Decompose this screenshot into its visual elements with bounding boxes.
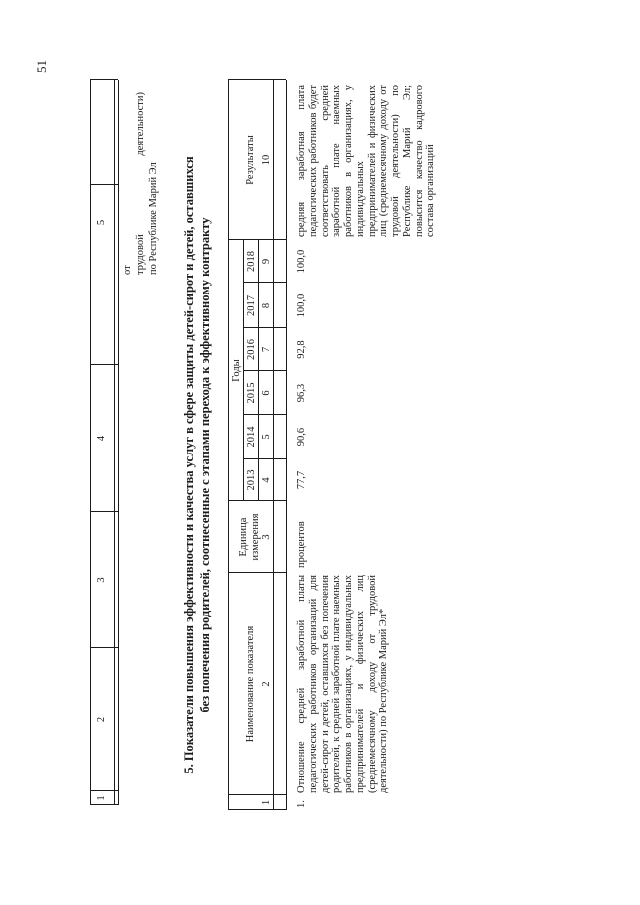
header-year: 2017	[246, 295, 257, 316]
year-value: 96,3	[296, 383, 307, 403]
year-value: 77,7	[296, 470, 307, 490]
header-year: 2014	[246, 426, 257, 448]
header-years: Годы	[231, 359, 242, 382]
year-value: 90,6	[296, 427, 307, 447]
table-rule	[273, 80, 274, 810]
col-number: 5	[261, 434, 272, 440]
col-number: 3	[261, 534, 272, 540]
col-number: 1	[261, 799, 272, 806]
section-title-line: без попечения родителей, соотнесенные с этапами перехода к эффективному контракту	[198, 217, 212, 713]
page-number: 51	[34, 60, 49, 73]
col-number: 2	[261, 681, 272, 687]
unit-of-measure: процентов	[296, 521, 307, 568]
table-rule	[228, 80, 229, 810]
top-table-col-number: 5	[96, 219, 107, 226]
result-text: средняя заработная плата педагогических работников будет соответствовать средней заработной плате наемных работников в организациях, у индивидуальных предпринимателей и физических лиц (среднемесячному доходу от трудовой деятельности) по Республике Марий Эл; повысится качество кадрового состава организаций	[296, 85, 437, 237]
top-table-rule	[90, 80, 91, 805]
header-year: 2016	[246, 339, 257, 360]
col-number: 10	[261, 154, 272, 166]
continued-text-line: от	[122, 265, 133, 275]
header-unit-line: Единица	[238, 517, 249, 557]
col-number: 7	[261, 346, 272, 353]
table-rule	[228, 79, 286, 80]
header-results: Результаты	[245, 135, 256, 185]
continued-text-line: по Республике Марий Эл	[148, 162, 159, 275]
col-number: 8	[261, 302, 272, 309]
section-title-line: 5. Показатели повышения эффективности и качества услуг в сфере защиты детей-сирот и детей, оставшихся	[182, 156, 196, 774]
year-value: 100,0	[296, 293, 307, 318]
year-value: 92,8	[296, 340, 307, 359]
table-rule	[228, 809, 286, 810]
top-table-col-number: 1	[96, 795, 107, 801]
header-year: 2018	[246, 251, 257, 272]
table-rule	[286, 80, 287, 810]
col-number: 4	[261, 477, 272, 483]
header-year: 2015	[246, 382, 257, 404]
header-unit-line: измерения	[250, 513, 261, 561]
header-year: 2013	[246, 469, 257, 491]
col-number: 9	[261, 258, 272, 265]
table-rule	[228, 794, 286, 795]
top-table-col-number: 3	[96, 577, 107, 583]
row-number: 1.	[296, 800, 307, 808]
continued-text-line: трудовой деятельности)	[135, 92, 146, 275]
top-table-col-number: 4	[96, 435, 107, 442]
col-number: 6	[261, 390, 272, 396]
indicator-name: Отношение средней заработной платы педагогических работников организаций для детей-сирот и детей, оставшихся без попечения родителей, к средней заработной плате наемных работников в организациях, у индивидуальных предпринимателей и физических лиц (среднемесячному доходу от трудовой деятельности) по Республике Марий Эл*	[296, 575, 390, 793]
top-table-rule	[114, 80, 115, 805]
year-value: 100,0	[296, 249, 307, 274]
top-table-col-number: 2	[96, 716, 107, 723]
top-table-rule	[118, 80, 119, 805]
header-indicator-name: Наименование показателя	[245, 625, 256, 743]
